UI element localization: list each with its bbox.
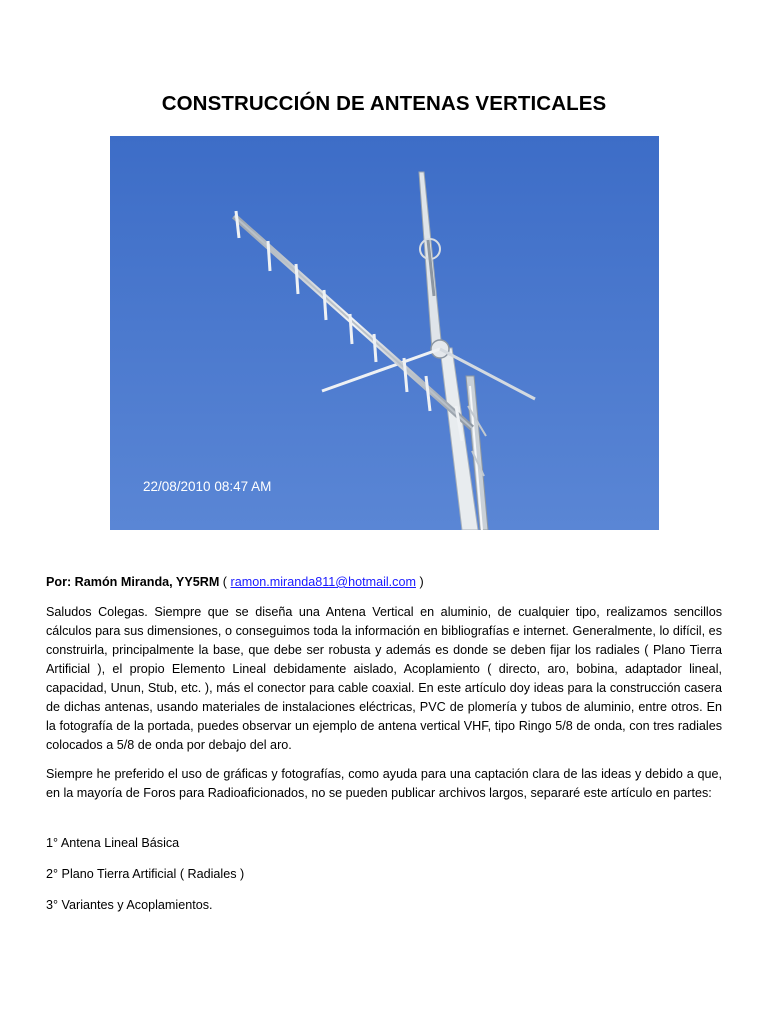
byline-open-paren: ( xyxy=(219,575,231,589)
author-label: Por: Ramón Miranda, YY5RM xyxy=(46,575,220,589)
photo-timestamp: 22/08/2010 08:47 AM xyxy=(143,479,272,494)
parts-paragraph: Siempre he preferido el uso de gráficas y fotografías, como ayuda para una captación clara de las ideas y debido a que, en la mayoría de Foros para Radioaficionados, no se pueden publicar archivos largos, separaré este artículo en partes: xyxy=(46,767,722,800)
byline-close-paren: ) xyxy=(415,575,424,589)
byline xyxy=(46,573,722,592)
part-item-2: 2° Plano Tierra Artificial ( Radiales ) xyxy=(46,867,245,881)
intro-paragraph: Saludos Colegas. Siempre que se diseña una Antena Vertical en aluminio, de cualquier tipo, realizamos sencillos cálculos para sus dimensiones, o conseguimos toda la información en bibliografías e internet. Generalmente, lo difícil, es construirla, principalmente la base, que debe ser robusta y además es donde se deben fijar los radiales ( Plano Tierra Artificial ), el propio Elemento Lineal debidamente aislado, Acoplamiento ( directo, aro, bobina, adaptador lineal, capacidad, Unun, Stub, etc. ), más el conector para cable coaxial. En este artículo doy ideas para la construcción casera de dichas antenas, usando materiales de instalaciones eléctricas, PVC de plomería y tubos de aluminio, entre otros. En la fotografía de la portada, puedes observar un ejemplo de antena vertical VHF, tipo Ringo 5/8 de onda, con tres radiales colocados a 5/8 de onda por debajo del aro. xyxy=(46,605,722,752)
antenna-photo xyxy=(110,136,659,530)
document-title: CONSTRUCCIÓN DE ANTENAS VERTICALES xyxy=(161,92,607,115)
part-item-3: 3° Variantes y Acoplamientos. xyxy=(46,898,213,912)
part-item-1: 1° Antena Lineal Básica xyxy=(46,836,180,850)
author-email-link[interactable]: ramon.miranda811@hotmail.com xyxy=(230,575,416,589)
